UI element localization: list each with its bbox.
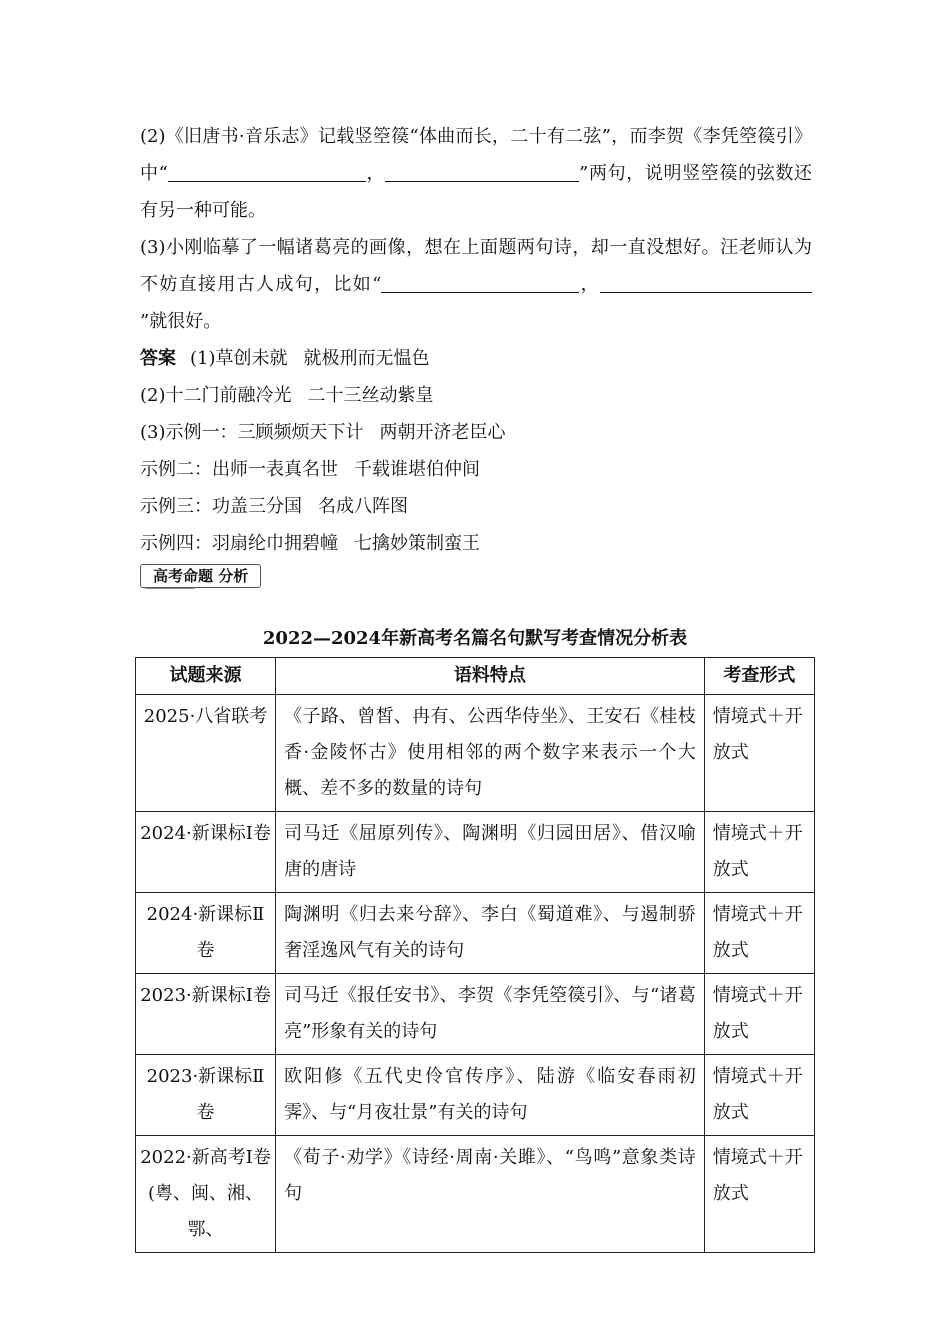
- example-3a: 示例三：功盖三分国: [140, 496, 302, 517]
- cell-form: 情境式＋开放式: [704, 695, 814, 812]
- cell-feature: 《子路、曾皙、冉有、公西华侍坐》、王安石《桂枝香·金陵怀古》使用相邻的两个数字来表示一个大概、差不多的数量的诗句: [276, 695, 705, 812]
- table-title: 2022—2024年新高考名篇名句默写考查情况分析表: [262, 628, 688, 649]
- answer-line-6: [140, 525, 812, 562]
- q2-separator: ，: [365, 163, 386, 184]
- q2-text-start: (2)《旧唐书·音乐志》记载竖箜篌“体曲而长，二十有二弦”，而李贺《李凭箜篌引》中“: [140, 126, 812, 184]
- answer-line-4: [140, 451, 812, 488]
- cell-feature: 司马迁《屈原列传》、陶渊明《归园田居》、借汉喻唐的唐诗: [276, 812, 705, 893]
- answer-1a: (1)草创未就: [190, 348, 288, 369]
- example-4a: 示例四：羽扇纶巾拥碧幢: [140, 533, 338, 554]
- header-feature: 语料特点: [276, 658, 705, 695]
- cell-source: 2025·八省联考: [136, 695, 276, 812]
- cell-source: 2022·新高考Ⅰ卷(粤、闽、湘、鄂、: [136, 1136, 276, 1253]
- table-row: [136, 812, 815, 893]
- answer-3a: (3)示例一：三顾频烦天下计: [140, 422, 364, 443]
- header-form: 考查形式: [704, 658, 814, 695]
- answer-blank-3[interactable]: [381, 272, 579, 293]
- example-3b: 名成八阵图: [318, 496, 408, 517]
- table-header-row: [136, 658, 815, 695]
- cell-source: 2024·新课标Ⅱ卷: [136, 893, 276, 974]
- cell-feature: 司马迁《报任安书》、李贺《李凭箜篌引》、与“诸葛亮”形象有关的诗句: [276, 974, 705, 1055]
- answer-line-3: [140, 414, 812, 451]
- table-row: [136, 1055, 815, 1136]
- answer-line-1: [140, 340, 812, 377]
- cell-form: 情境式＋开放式: [704, 1055, 814, 1136]
- answer-line-2: [140, 377, 812, 414]
- answer-blank-2[interactable]: [385, 161, 579, 182]
- answer-2b: 二十三丝动紫皇: [307, 385, 434, 406]
- q3-separator: ，: [579, 274, 600, 295]
- question-block: [140, 118, 812, 562]
- answer-blank-1[interactable]: [168, 161, 366, 182]
- cell-form: 情境式＋开放式: [704, 1136, 814, 1253]
- answer-blank-4-continued[interactable]: [794, 272, 812, 293]
- section-tab-label: 高考命题 分析: [153, 567, 249, 585]
- answer-line-5: [140, 488, 812, 525]
- table-row: [136, 974, 815, 1055]
- cell-source: 2023·新课标Ⅰ卷: [136, 974, 276, 1055]
- answer-1b: 就极刑而无愠色: [303, 348, 430, 369]
- answer-3b: 两朝开济老臣心: [379, 422, 506, 443]
- answer-blank-4[interactable]: [600, 272, 794, 293]
- example-2a: 示例二：出师一表真名世: [140, 459, 338, 480]
- section-tab-box: [140, 564, 261, 588]
- question-2: [140, 118, 812, 229]
- table-row: [136, 695, 815, 812]
- cell-form: 情境式＋开放式: [704, 974, 814, 1055]
- table-row: [136, 1136, 815, 1253]
- q3-text-end: ”就很好。: [140, 311, 222, 332]
- cell-feature: 欧阳修《五代史伶官传序》、陆游《临安春雨初霁》、与“月夜壮景”有关的诗句: [276, 1055, 705, 1136]
- cell-feature: 陶渊明《归去来兮辞》、李白《蜀道难》、与遏制骄奢淫逸风气有关的诗句: [276, 893, 705, 974]
- q3-text-start: (3)小刚临摹了一幅诸葛亮的画像，想在上面题两句诗，却一直没想好。汪老师认为不妨直接用古人成句，比如“: [140, 237, 812, 295]
- cell-form: 情境式＋开放式: [704, 812, 814, 893]
- cell-source: 2024·新课标Ⅰ卷: [136, 812, 276, 893]
- analysis-table: [135, 657, 815, 1253]
- table-row: [136, 893, 815, 974]
- q2-text-end: ”两句，说明竖箜篌的弦数还有另一种可能。: [140, 163, 813, 221]
- section-tab: [140, 563, 261, 589]
- answer-label: 答案: [140, 348, 176, 369]
- cell-source: 2023·新课标Ⅱ卷: [136, 1055, 276, 1136]
- answer-2a: (2)十二门前融冷光: [140, 385, 292, 406]
- question-3: [140, 229, 812, 340]
- cell-feature: 《荀子·劝学》《诗经·周南·关雎》、“鸟鸣”意象类诗句: [276, 1136, 705, 1253]
- example-2b: 千载谁堪伯仲间: [354, 459, 480, 480]
- header-source: 试题来源: [136, 658, 276, 695]
- example-4b: 七擒妙策制蛮王: [354, 533, 480, 554]
- cell-form: 情境式＋开放式: [704, 893, 814, 974]
